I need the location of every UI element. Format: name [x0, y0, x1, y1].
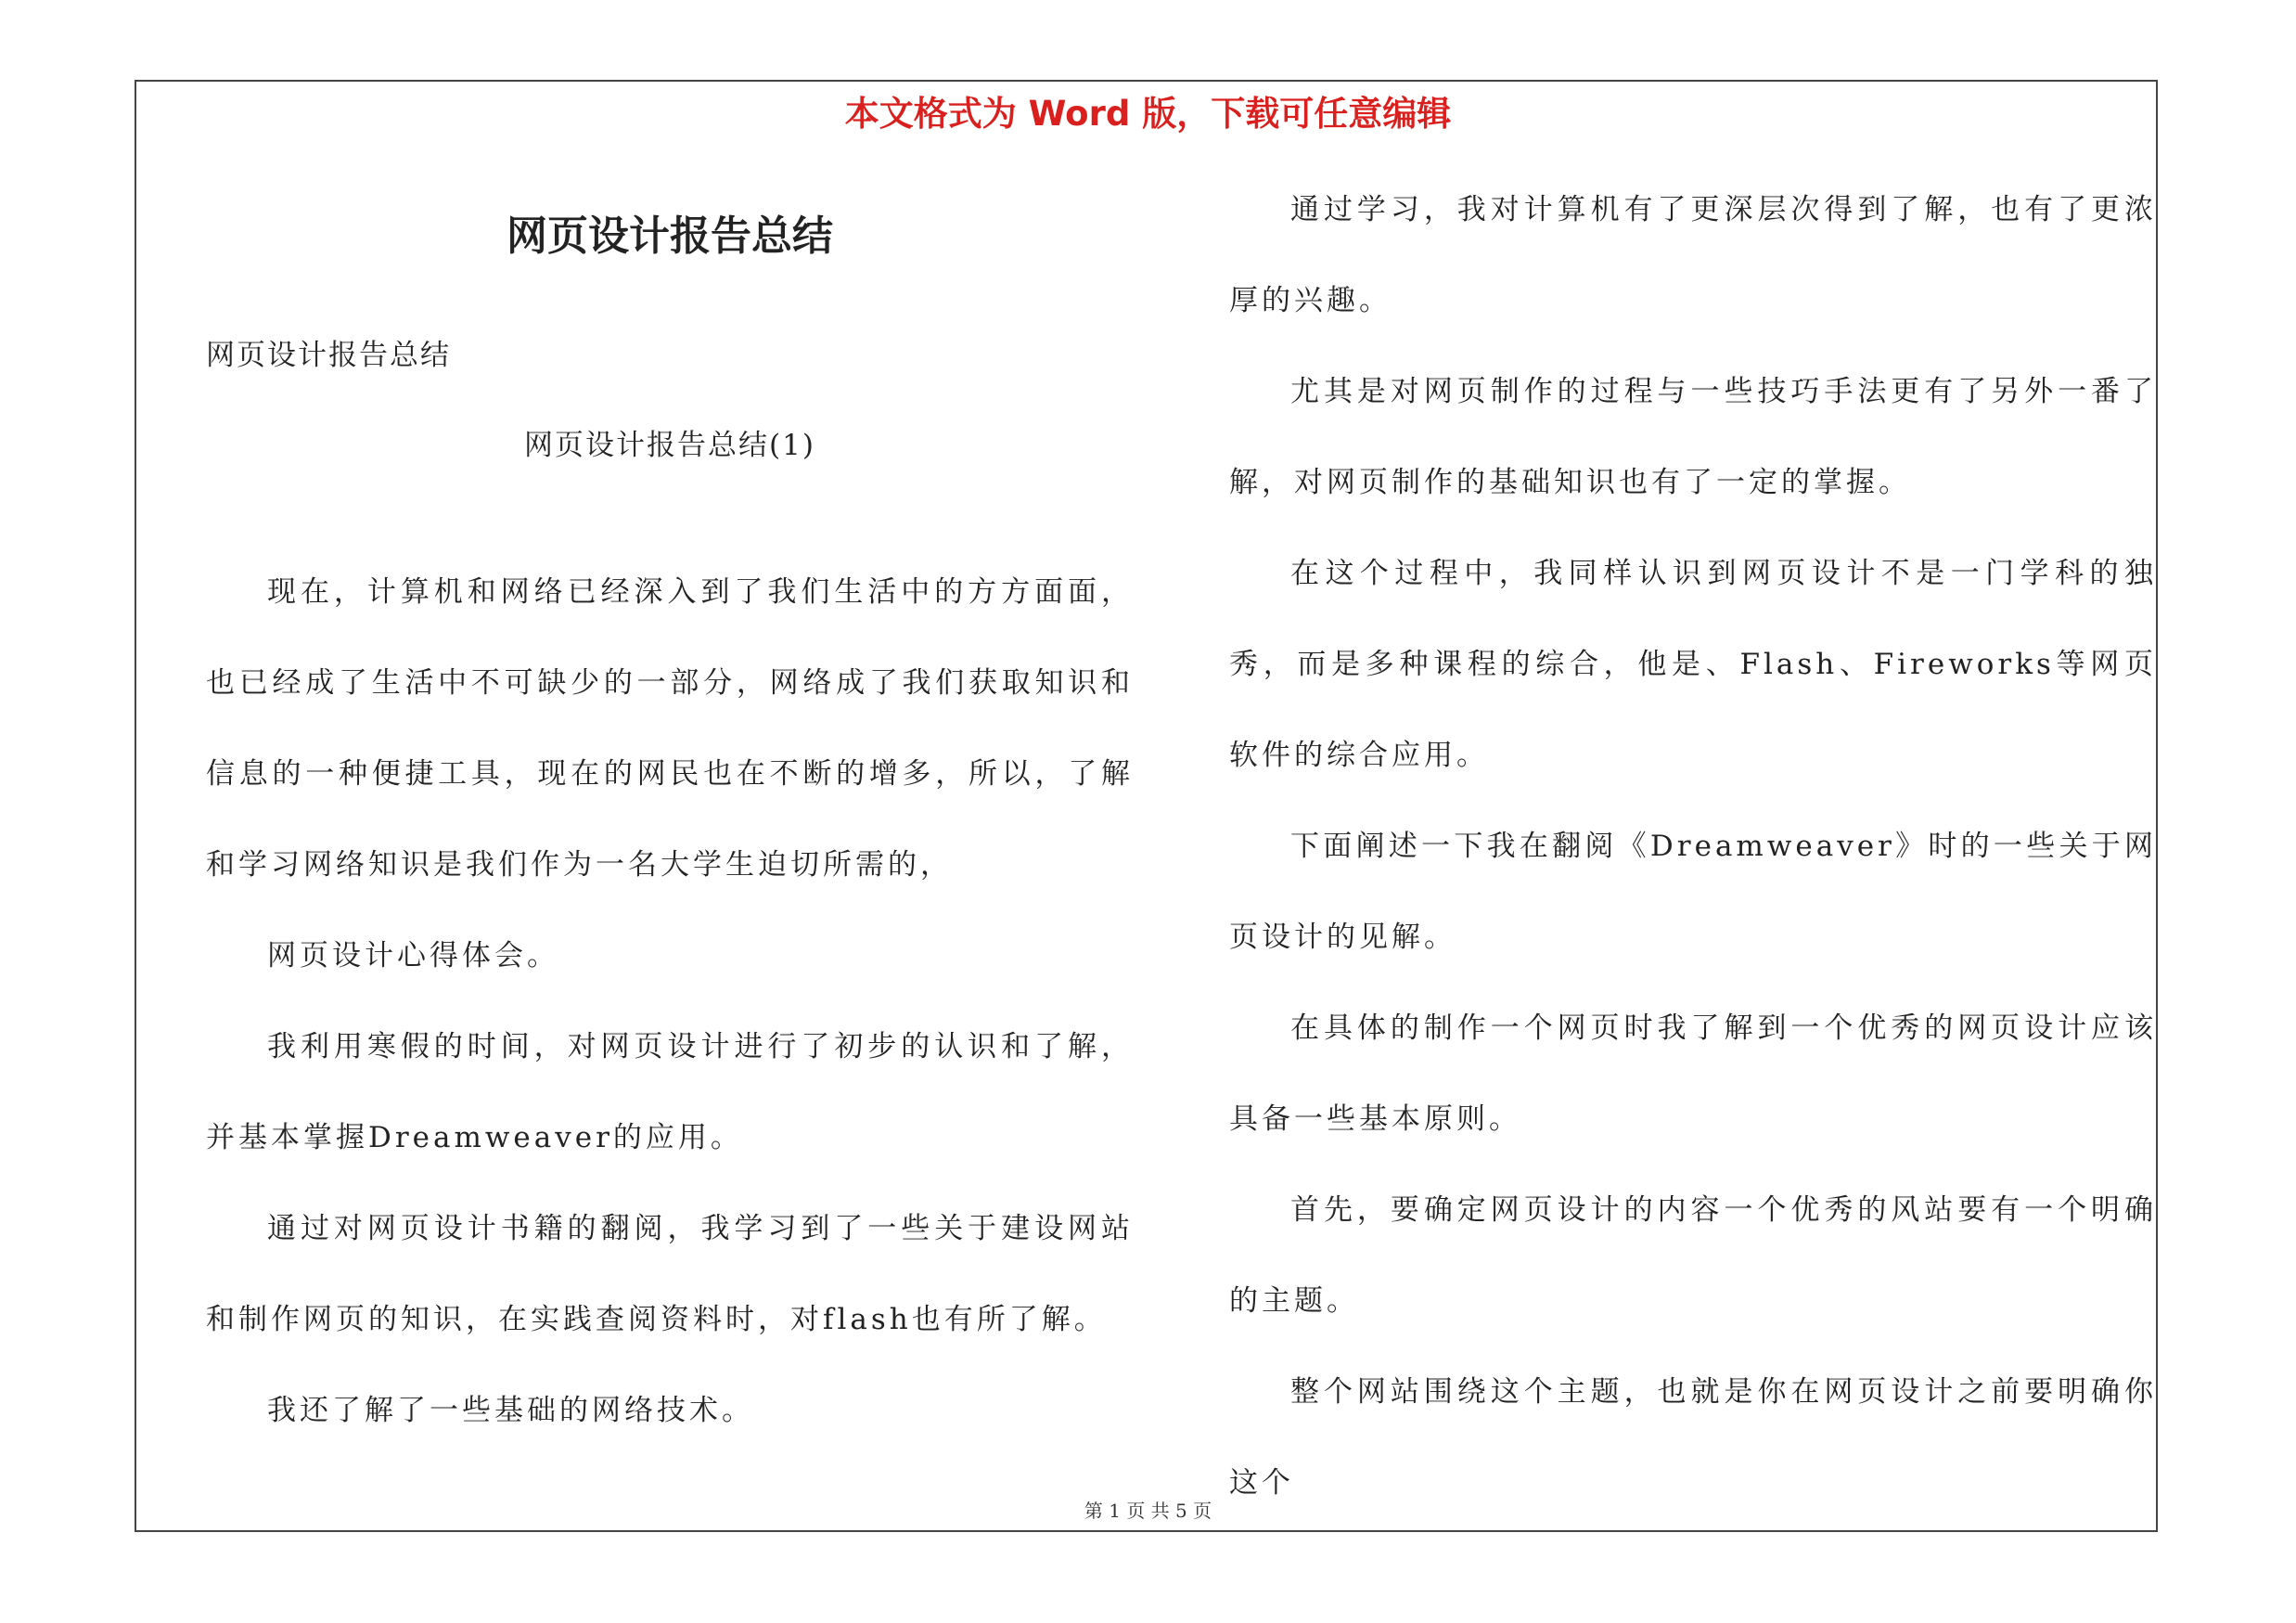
left-column — [206, 181, 1134, 1456]
paragraph: 下面阐述一下我在翻阅《Dreamweaver》时的一些关于网页设计的见解。 — [1229, 830, 2157, 954]
paragraph: 整个网站围绕这个主题，也就是你在网页设计之前要明确你这个 — [1229, 1375, 2157, 1500]
paragraph: 我还了解了一些基础的网络技术。 — [267, 1394, 754, 1427]
paragraph: 首先，要确定网页设计的内容一个优秀的风站要有一个明确的主题。 — [1229, 1193, 2157, 1318]
paragraph: 通过对网页设计书籍的翻阅，我学习到了一些关于建设网站和制作网页的知识，在实践查阅资料时，对flash也有所了解。 — [206, 1212, 1134, 1336]
paragraph: 我利用寒假的时间，对网页设计进行了初步的认识和了解，并基本掌握Dreamweaver的应用。 — [206, 1030, 1134, 1154]
paragraph: 在具体的制作一个网页时我了解到一个优秀的网页设计应该具备一些基本原则。 — [1229, 1011, 2157, 1136]
paragraph: 网页设计心得体会。 — [267, 939, 559, 973]
page-number-footer: 第 1 页 共 5 页 — [1084, 1500, 1212, 1522]
format-banner: 本文格式为 Word 版，下载可任意编辑 — [844, 94, 1452, 134]
paragraph: 通过学习，我对计算机有了更深层次得到了解，也有了更浓厚的兴趣。 — [1229, 193, 2157, 317]
subtitle-plain: 网页设计报告总结 — [206, 339, 451, 372]
paragraph: 尤其是对网页制作的过程与一些技巧手法更有了另外一番了解，对网页制作的基础知识也有了一定的掌握。 — [1229, 375, 2157, 499]
paragraph: 现在，计算机和网络已经深入到了我们生活中的方方面面，也已经成了生活中不可缺少的一部分，网络成了我们获取知识和信息的一种便捷工具，现在的网民也在不断的增多，所以，了解和学习网络知识是我们作为一名大学生迫切所需的， — [206, 575, 1134, 882]
right-column — [1229, 181, 2157, 1528]
subtitle-centered: 网页设计报告总结(1) — [524, 429, 815, 462]
paragraph: 在这个过程中，我同样认识到网页设计不是一门学科的独秀，而是多种课程的综合，他是、Flash、Fireworks等网页软件的综合应用。 — [1229, 557, 2157, 772]
document-title: 网页设计报告总结 — [507, 213, 833, 260]
